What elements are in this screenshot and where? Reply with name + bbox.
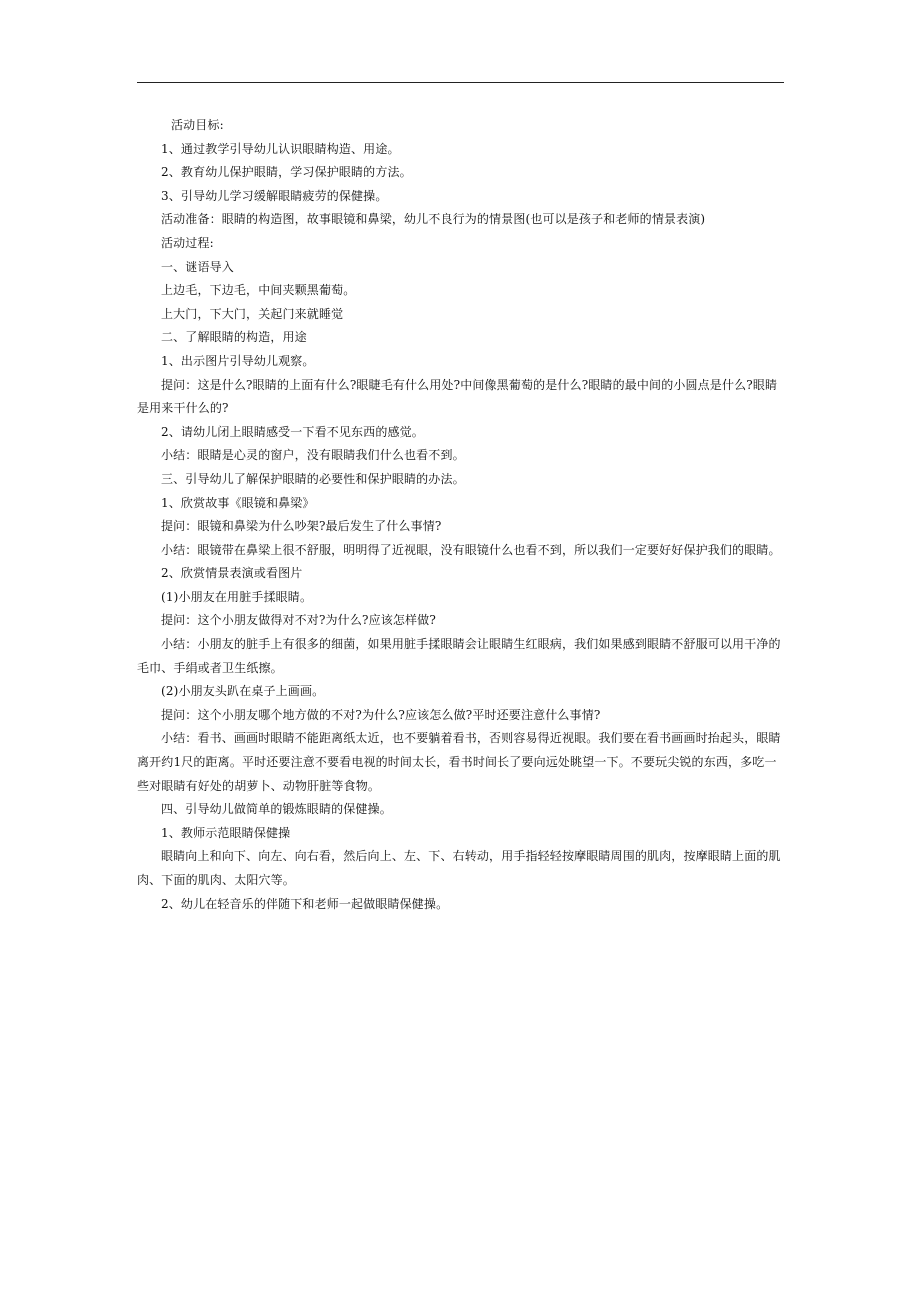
paragraph: 小结：看书、画画时眼睛不能距离纸太近，也不要躺着看书，否则容易得近视眼。我们要在看书画画时抬起头，眼睛离开约1尺的距离。平时还要注意不要看电视的时间太长，看书时间长了要向远处眺望一下。不要玩尖锐的东西，多吃一些对眼睛有好处的胡萝卜、动物肝脏等食物。 (137, 731, 781, 793)
paragraph: 3、引导幼儿学习缓解眼睛疲劳的保健操。 (161, 188, 388, 203)
paragraph: 二、了解眼睛的构造，用途 (161, 330, 307, 345)
paragraph: 提问：这个小朋友哪个地方做的不对?为什么?应该怎么做?平时还要注意什么事情? (161, 707, 601, 722)
paragraph: (2)小朋友头趴在桌子上画画。 (161, 684, 325, 699)
paragraph: 三、引导幼儿了解保护眼睛的必要性和保护眼睛的办法。 (161, 471, 465, 486)
paragraph: 上大门，下大门，关起门来就睡觉 (161, 306, 344, 321)
paragraph: 2、欣赏情景表演或看图片 (161, 566, 303, 581)
paragraph: 1、教师示范眼睛保健操 (161, 825, 291, 840)
paragraph: 1、通过教学引导幼儿认识眼睛构造、用途。 (161, 141, 400, 156)
paragraph: 活动过程: (161, 235, 214, 250)
paragraph: 1、出示图片引导幼儿观察。 (161, 353, 315, 368)
paragraph: 眼睛向上和向下、向左、向右看，然后向上、左、下、右转动，用手指轻轻按摩眼睛周围的肌肉，按摩眼睛上面的肌肉、下面的肌肉、太阳穴等。 (137, 849, 781, 887)
paragraph: 2、教育幼儿保护眼睛，学习保护眼睛的方法。 (161, 165, 412, 180)
paragraph: 上边毛，下边毛，中间夹颗黑葡萄。 (161, 283, 356, 298)
paragraph: 小结：眼睛是心灵的窗户，没有眼睛我们什么也看不到。 (161, 448, 465, 463)
paragraph: 活动准备：眼睛的构造图，故事眼镜和鼻梁，幼儿不良行为的情景图(也可以是孩子和老师的情景表演) (161, 212, 706, 227)
paragraph: 提问：这个小朋友做得对不对?为什么?应该怎样做? (161, 613, 436, 628)
paragraph: 小结：小朋友的脏手上有很多的细菌，如果用脏手揉眼睛会让眼睛生红眼病，我们如果感到眼睛不舒服可以用干净的毛巾、手绢或者卫生纸擦。 (137, 637, 781, 675)
document-body (137, 114, 784, 916)
paragraph: 2、请幼儿闭上眼睛感受一下看不见东西的感觉。 (161, 424, 424, 439)
paragraph: 小结：眼镜带在鼻梁上很不舒服，明明得了近视眼，没有眼镜什么也看不到，所以我们一定要好好保护我们的眼睛。 (161, 542, 781, 557)
paragraph: 2、幼儿在轻音乐的伴随下和老师一起做眼睛保健操。 (161, 896, 449, 911)
paragraph: 活动目标: (171, 118, 224, 132)
paragraph: 1、欣赏故事《眼镜和鼻梁》 (161, 495, 315, 510)
paragraph: 提问：这是什么?眼睛的上面有什么?眼睫毛有什么用处?中间像黑葡萄的是什么?眼睛的最中间的小圆点是什么?眼睛是用来干什么的? (137, 377, 778, 416)
paragraph: (1)小朋友在用脏手揉眼睛。 (161, 589, 313, 604)
paragraph: 提问：眼镜和鼻梁为什么吵架?最后发生了什么事情? (161, 519, 442, 534)
header-rule (137, 82, 784, 83)
paragraph: 四、引导幼儿做简单的锻炼眼睛的保健操。 (161, 802, 392, 817)
paragraph: 一、谜语导入 (161, 259, 234, 274)
